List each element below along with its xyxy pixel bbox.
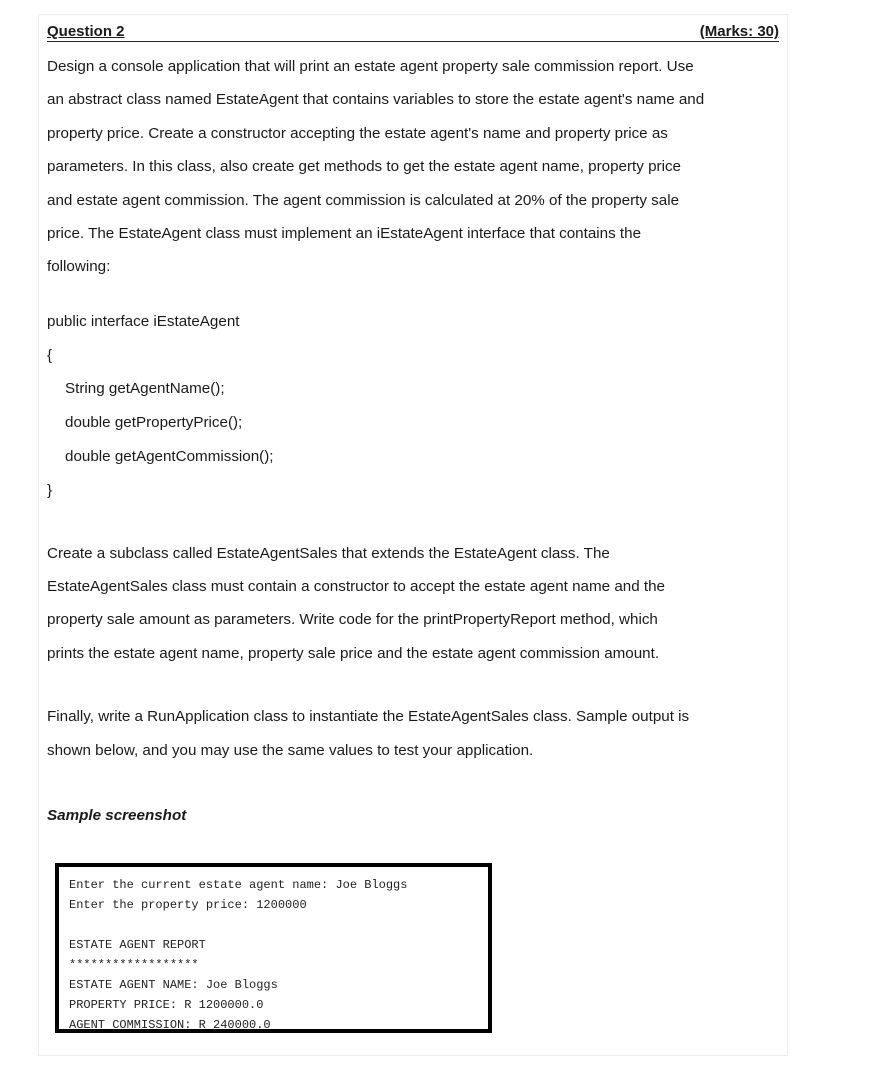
intro-line: an abstract class named EstateAgent that contains variables to store the estate agent's name and — [47, 91, 705, 109]
console-output-screenshot — [55, 863, 492, 1033]
interface-code-block — [47, 305, 787, 508]
question-body — [47, 50, 787, 832]
intro-line: Design a console application that will print an estate agent property sale commission report. Use — [47, 58, 694, 75]
subclass-line: Create a subclass called EstateAgentSales that extends the EstateAgent class. The — [47, 544, 610, 562]
question-title: Question 2 — [47, 23, 125, 40]
question-header — [47, 22, 779, 42]
final-line: Finally, write a RunApplication class to instantiate the EstateAgentSales class. Sample output is — [47, 708, 690, 726]
final-line: shown below, and you may use the same values to test your application. — [47, 741, 534, 759]
open-brace: { — [47, 346, 53, 364]
intro-line: parameters. In this class, also create get methods to get the estate agent name, property price — [47, 158, 681, 176]
console-line: PROPERTY PRICE: R 1200000.0 — [69, 998, 264, 1012]
console-line: ****************** — [69, 958, 199, 972]
console-line: AGENT COMMISSION: R 240000.0 — [69, 1018, 271, 1032]
console-line: ESTATE AGENT NAME: Joe Bloggs — [69, 978, 278, 992]
method-signature: double getAgentCommission(); — [65, 448, 274, 466]
console-line: Enter the property price: 1200000 — [69, 898, 307, 912]
sample-screenshot-label: Sample screenshot — [47, 807, 187, 825]
console-blank-line — [69, 915, 488, 935]
final-paragraph — [47, 700, 787, 767]
intro-line: property price. Create a constructor accepting the estate agent's name and property price as — [47, 124, 668, 142]
console-line: ESTATE AGENT REPORT — [69, 938, 206, 952]
spacer — [47, 767, 787, 799]
spacer — [47, 670, 787, 700]
console-line: Enter the current estate agent name: Joe Bloggs — [69, 878, 408, 892]
spacer — [47, 284, 787, 305]
subclass-line: property sale amount as parameters. Write code for the printPropertyReport method, which — [47, 611, 658, 629]
spacer — [47, 508, 787, 537]
intro-line: and estate agent commission. The agent commission is calculated at 20% of the property sale — [47, 191, 680, 209]
marks-label: (Marks: 30) — [699, 23, 779, 40]
intro-line: following: — [47, 258, 111, 276]
intro-paragraph — [47, 50, 787, 284]
close-brace: } — [47, 481, 53, 499]
interface-declaration: public interface iEstateAgent — [47, 312, 240, 330]
subclass-paragraph — [47, 537, 787, 671]
intro-line: price. The EstateAgent class must implement an iEstateAgent interface that contains the — [47, 225, 642, 243]
subclass-line: prints the estate agent name, property sale price and the estate agent commission amount. — [47, 644, 660, 662]
method-signature: String getAgentName(); — [65, 380, 225, 398]
method-signature: double getPropertyPrice(); — [65, 414, 243, 432]
subclass-line: EstateAgentSales class must contain a constructor to accept the estate agent name and the — [47, 578, 665, 596]
